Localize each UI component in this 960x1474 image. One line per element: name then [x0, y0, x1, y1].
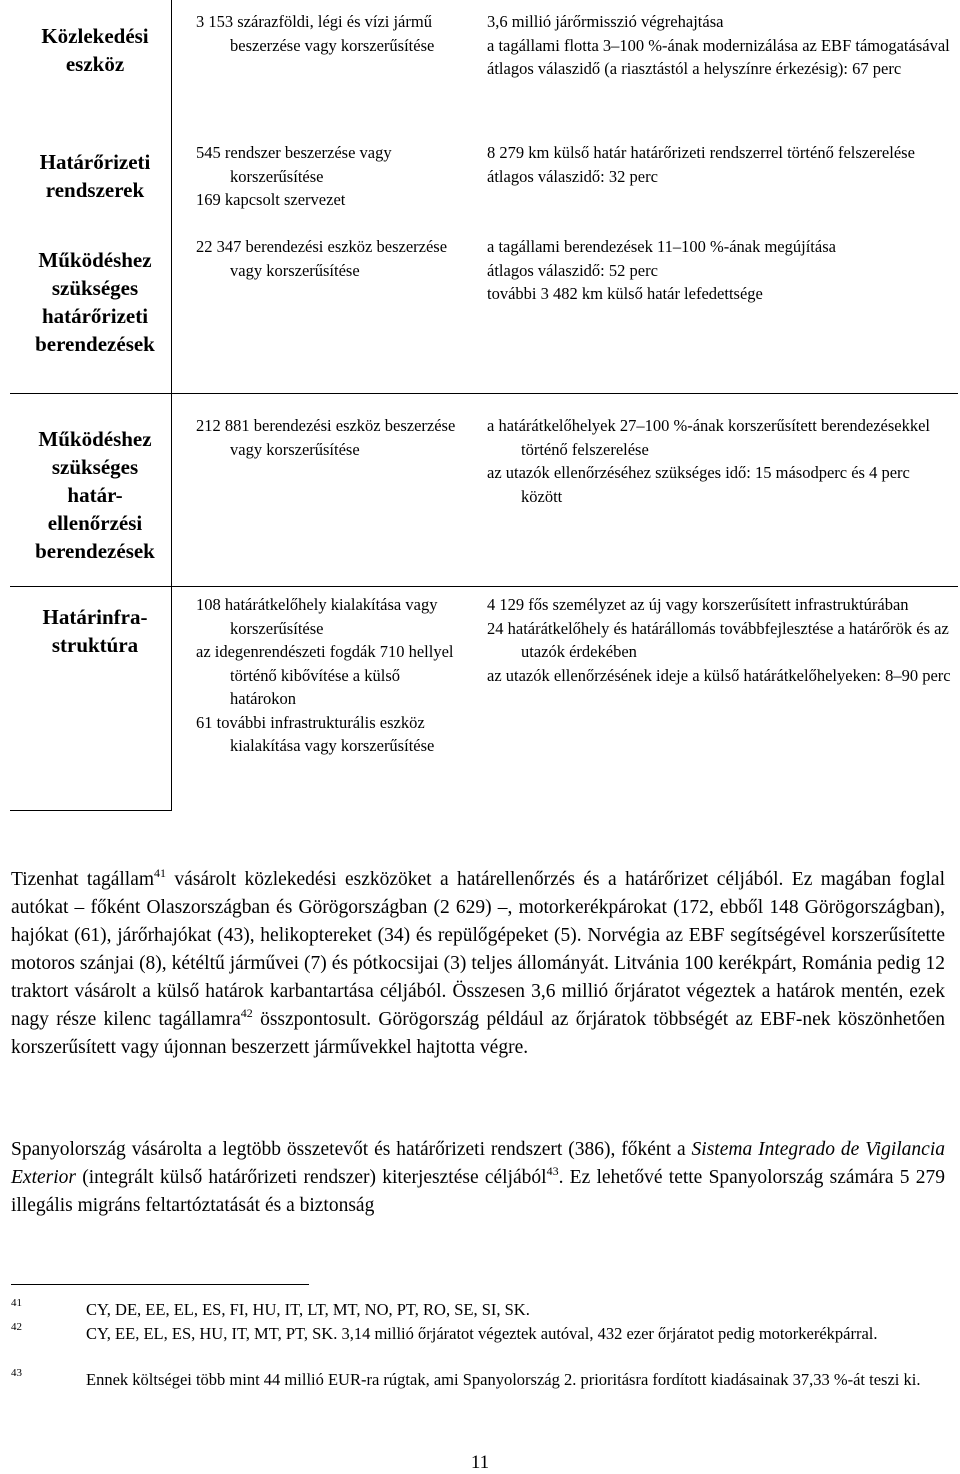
row-header: Határinfra- struktúra — [42, 605, 148, 657]
row-header: Működéshez szükséges határ- ellenőrzési berendezések — [35, 427, 155, 563]
row-output: 108 határátkelőhely kialakítása vagy korszerűsítése az idegenrendészeti fogdák 710 hellyel történő kibővítése a külső határokon 61 további infrastrukturális eszköz kialakítása vagy korszerűsítése — [196, 595, 454, 755]
body-paragraph: Tizenhat tagállam$^{41}$ vásárolt közlekedési eszközöket a határellenőrzés és a határőrizet céljából. Ez magában foglal autókat – főként Olaszországban és Görögországban (2 629) –, motorkerékpárokat (172, ebből 148 Görögországban), hajókat (61), járőrhajókat (43), helikoptereket (34) és repülőgépeket (5). Norvégia az EBF segítségével korszerűsítette motoros szánjai (8), kétéltű járművei (7) és pótkocsijai (3) teljes állományát. Litvánia 100 kerékpárt, Románia pedig 12 traktort vásárolt a külső határok karbantartása céljából. Összesen 3,6 millió őrjáratot végeztek a határok mentén, ezek nagy része kilenc tagállamra$^{42}$ összpontosult. Görögország például az őrjáratok többségét az EBF-nek köszönhetően korszerűsített vagy újonnan beszerzett járművekkel hajtotta végre. — [11, 866, 945, 1058]
row-output: 212 881 berendezési eszköz beszerzése vagy korszerűsítése — [196, 416, 456, 459]
table-bottom-rule — [10, 810, 172, 811]
body-paragraph: Spanyolország vásárolta a legtöbb összetevőt és határőrizeti rendszert (386), főként a Sistema Integrado de Vigilancia Exterior (integrált külső határőrizeti rendszer) kiterjesztése céljából$^{43}$. Ez lehetővé tette Spanyolország számára 5 279 illegális migráns feltartóztatását és a biztonság — [11, 1139, 945, 1216]
footnote-number: 42 — [11, 1321, 22, 1333]
row-result: 8 279 km külső határ határőrizeti rendszerrel történő felszerelése átlagos válaszidő: 32 perc — [487, 143, 915, 186]
page-number: 11 — [470, 1452, 490, 1473]
footnote-ref: 42 — [240, 1006, 253, 1020]
row-divider — [10, 393, 958, 394]
footnote-text: Ennek költségei több mint 44 millió EUR-ra rúgtak, ami Spanyolország 2. prioritásra fordított kiadásainak 37,33 %-át teszi ki. — [86, 1370, 921, 1389]
footnote-ref: 43 — [546, 1164, 559, 1178]
footnote-text: CY, DE, EE, EL, ES, FI, HU, IT, LT, MT, NO, PT, RO, SE, SI, SK. — [86, 1300, 530, 1319]
row-result: a tagállami berendezések 11–100 %-ának megújítása átlagos válaszidő: 52 perc további 3 482 km külső határ lefedettsége — [487, 237, 836, 303]
footnote-ref: 41 — [154, 866, 167, 880]
row-header: Közlekedési eszköz — [41, 24, 149, 76]
footnote-text: CY, EE, EL, ES, HU, IT, MT, PT, SK. 3,14 millió őrjáratot végeztek autóval, 432 ezer őrjáratot pedig motorkerékpárral. — [86, 1324, 878, 1343]
row-header: Működéshez szükséges határőrizeti berendezések — [35, 248, 155, 356]
column-divider — [171, 0, 172, 810]
row-output: 3 153 szárazföldi, légi és vízi jármű beszerzése vagy korszerűsítése — [196, 12, 435, 55]
row-result: 4 129 fős személyzet az új vagy korszerűsített infrastruktúrában 24 határátkelőhely és határállomás továbbfejlesztése a határőrök és az utazók érdekében az utazók ellenőrzésének ideje a külső határátkelőhelyeken: 8–90 perc — [487, 595, 951, 685]
row-result: 3,6 millió járőrmisszió végrehajtása a tagállami flotta 3–100 %-ának modernizálása az EBF támogatásával átlagos válaszidő (a riasztástól a helyszínre érkezésig): 67 perc — [487, 12, 950, 78]
row-result: a határátkelőhelyek 27–100 %-ának korszerűsített berendezésekkel történő felszerelése az utazók ellenőrzéséhez szükséges idő: 15 másodperc és 4 perc között — [487, 416, 931, 506]
row-divider — [10, 586, 958, 587]
footnote-number: 41 — [11, 1297, 22, 1309]
footnote-separator — [11, 1284, 309, 1285]
row-output: 22 347 berendezési eszköz beszerzése vagy korszerűsítése — [196, 237, 448, 280]
row-output: 545 rendszer beszerzése vagy korszerűsítése 169 kapcsolt szervezet — [196, 143, 392, 209]
footnote-number: 43 — [11, 1367, 22, 1379]
row-header: Határőrizeti rendszerek — [39, 150, 151, 202]
